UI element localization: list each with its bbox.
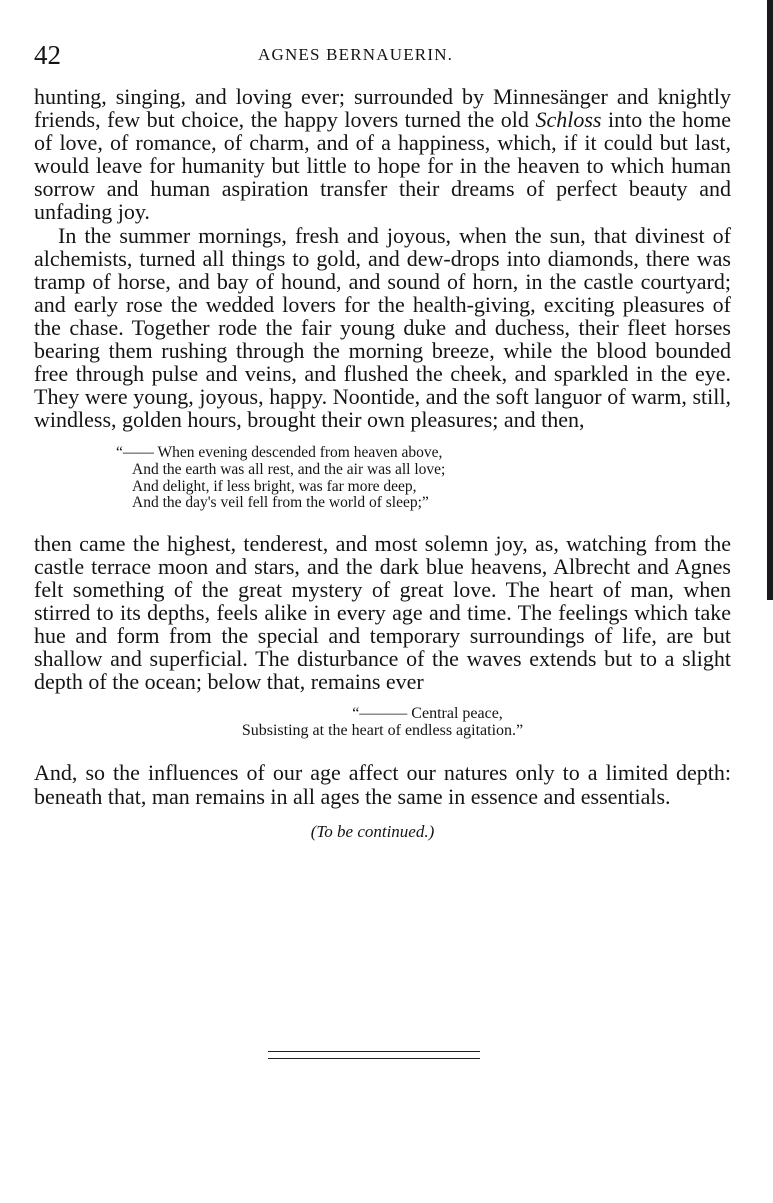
verse-line: And the earth was all rest, and the air was all love; xyxy=(132,461,446,478)
verse-line: Subsisting at the heart of endless agitation.” xyxy=(241,722,524,740)
verse-quote-2 xyxy=(34,705,731,739)
verse-line: “——— Central peace, xyxy=(352,705,503,723)
page-edge xyxy=(767,0,773,600)
verse-line: “—— When evening descended from heaven above, xyxy=(116,444,443,462)
verse-line: And delight, if less bright, was far more deep, xyxy=(132,477,417,495)
paragraph-1-text-end: into the home of love, of romance, of charm, and of a happiness, which, if it could but last, would leave for humanity but little to hope for in the heaven to which human sorrow and human aspiration transfer their dreams of perfect beauty and unfading joy. xyxy=(34,107,732,225)
paragraph-1-text-start: hunting, singing, and loving ever; surrounded by Minnesänger and knightly friends, few but choice, the happy lovers turned the old xyxy=(34,84,731,133)
paragraph-3: then came the highest, tenderest, and most solemn joy, as, watching from the castle terrace moon and stars, and the dark blue heavens, Albrecht and Agnes felt something of the great mystery of great love. The heart of man, when stirred to its depths, feels alike in every age and time. The feelings which take hue and form from the special and temporary surroundings of life, are but shallow and superficial. The disturbance of the waves extends but to a slight depth of the ocean; below that, remains ever xyxy=(34,530,731,695)
page-header xyxy=(34,40,734,70)
paragraph-2: In the summer mornings, fresh and joyous, when the sun, that divinest of alchemists, turned all things to gold, and dew-drops into diamonds, there was tramp of horse, and bay of hound, and sound of horn, in the castle courtyard; and early rose the wedded lovers for the health-giving, exciting pleasures of the chase. Together rode the fair young duke and duchess, their fleet horses bearing them rushing through the morning breeze, while the blood bounded free through pulse and veins, and flushed the cheek, and sparkled in the eye. They were young, joyous, happy. Noontide, and the soft languor of warm, still, windless, golden hours, brought their own pleasures; and then, xyxy=(34,222,731,433)
to-be-continued: (To be continued.) xyxy=(310,821,435,841)
body-text xyxy=(34,85,731,842)
paragraph-1 xyxy=(34,85,731,224)
paragraph-4: And, so the influences of our age affect our natures only to a limited depth: beneath that, man remains in all ages the same in essence and essentials. xyxy=(34,760,731,809)
verse-line: And the day's veil fell from the world of sleep;” xyxy=(132,494,429,512)
verse-quote-1 xyxy=(116,444,731,512)
italic-word-schloss: Schloss xyxy=(535,107,602,133)
page-number: 42 xyxy=(34,40,61,70)
running-title: AGNES BERNAUERIN. xyxy=(258,45,454,64)
end-rule-bottom xyxy=(268,1058,480,1059)
end-rule-top xyxy=(268,1051,480,1052)
